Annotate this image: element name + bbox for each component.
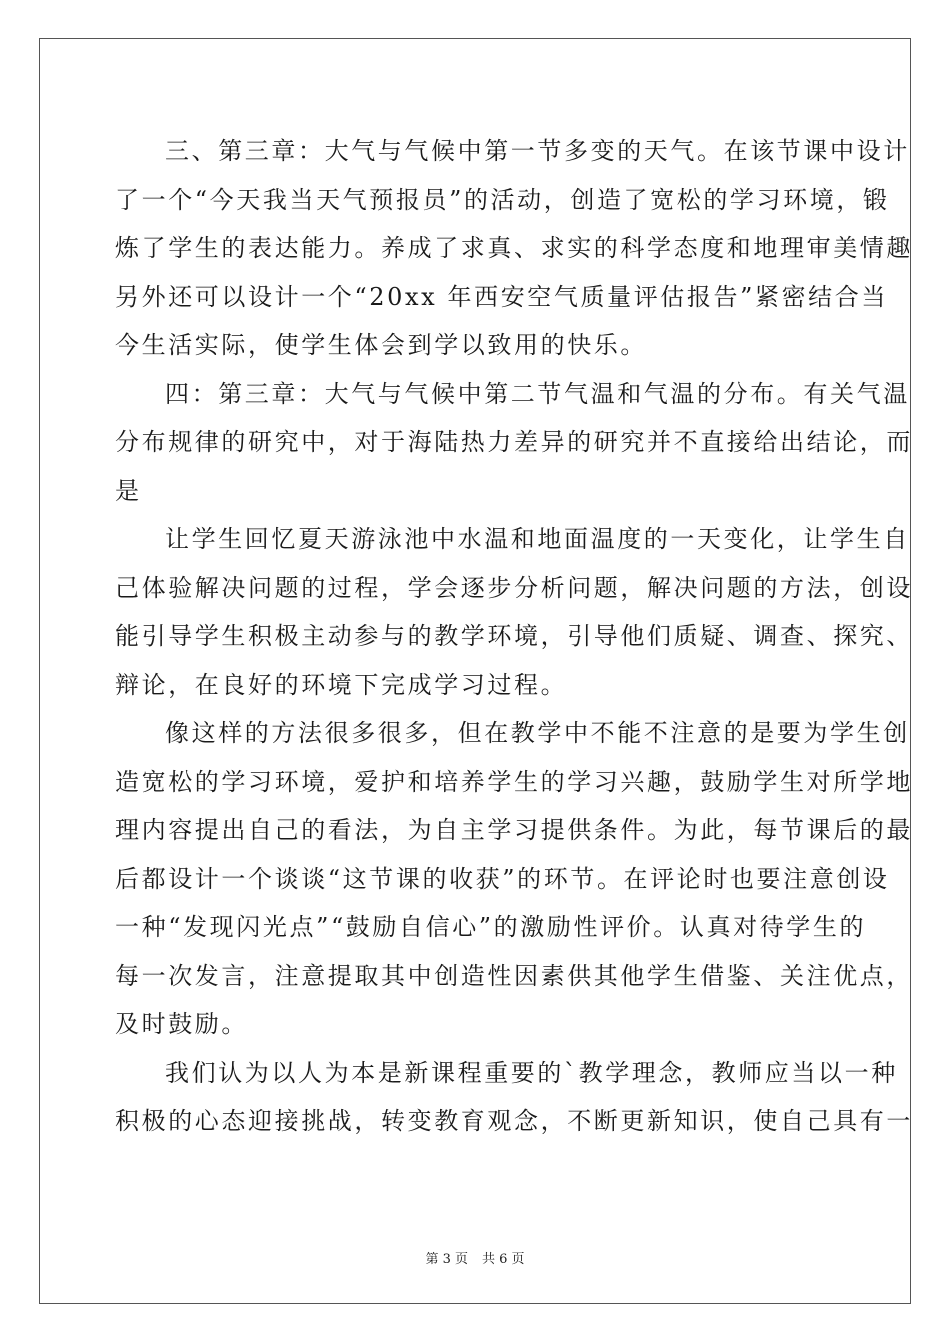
text-line: 另外还可以设计一个“20xx 年西安空气质量评估报告”紧密结合当 — [115, 282, 888, 311]
text-line: 一种“发现闪光点”“鼓励自信心”的激励性评价。认真对待学生的 — [115, 913, 867, 941]
text-line: 炼了学生的表达能力。养成了求真、求实的科学态度和地理审美情趣 — [115, 234, 913, 262]
text-line: 像这样的方法很多很多，但在教学中不能不注意的是要为学生创 — [165, 719, 910, 747]
page-number-current: 第 3 页 — [425, 1252, 468, 1267]
text-line: 了一个“今天我当天气预报员”的活动，创造了宽松的学习环境，锻 — [115, 185, 890, 214]
text-line: 后都设计一个谈谈“这节课的收获”的环节。在评论时也要注意创设 — [115, 864, 890, 893]
page-footer — [0, 1248, 950, 1267]
text-line: 三、第三章：大气与气候中第一节多变的天气。在该节课中设计 — [165, 137, 910, 165]
text-line: 是 — [115, 476, 142, 505]
text-line: 让学生回忆夏天游泳池中水温和地面温度的一天变化，让学生自 — [165, 525, 910, 553]
text-line: 我们认为以人为本是新课程重要的`教学理念，教师应当以一种 — [165, 1058, 898, 1087]
text-line: 分布规律的研究中，对于海陆热力差异的研究并不直接给出结论，而 — [115, 428, 913, 456]
text-line: 每一次发言，注意提取其中创造性因素供其他学生借鉴、关注优点， — [115, 961, 913, 990]
page-number-total: 共 6 页 — [482, 1252, 525, 1267]
text-line: 己体验解决问题的过程，学会逐步分析问题，解决问题的方法，创设 — [115, 573, 913, 602]
text-line: 四：第三章：大气与气候中第二节气温和气温的分布。有关气温 — [165, 379, 910, 408]
document-body — [115, 127, 913, 1146]
text-line: 能引导学生积极主动参与的教学环境，引导他们质疑、调查、探究、 — [115, 622, 913, 650]
text-line: 理内容提出自己的看法，为自主学习提供条件。为此，每节课后的最 — [115, 816, 913, 844]
text-line: 及时鼓励。 — [115, 1010, 248, 1038]
text-line: 积极的心态迎接挑战，转变教育观念，不断更新知识，使自己具有一 — [115, 1107, 913, 1135]
text-line: 今生活实际，使学生体会到学以致用的快乐。 — [115, 331, 647, 359]
text-line: 造宽松的学习环境，爱护和培养学生的学习兴趣，鼓励学生对所学地 — [115, 767, 913, 796]
text-line: 辩论，在良好的环境下完成学习过程。 — [115, 670, 568, 699]
